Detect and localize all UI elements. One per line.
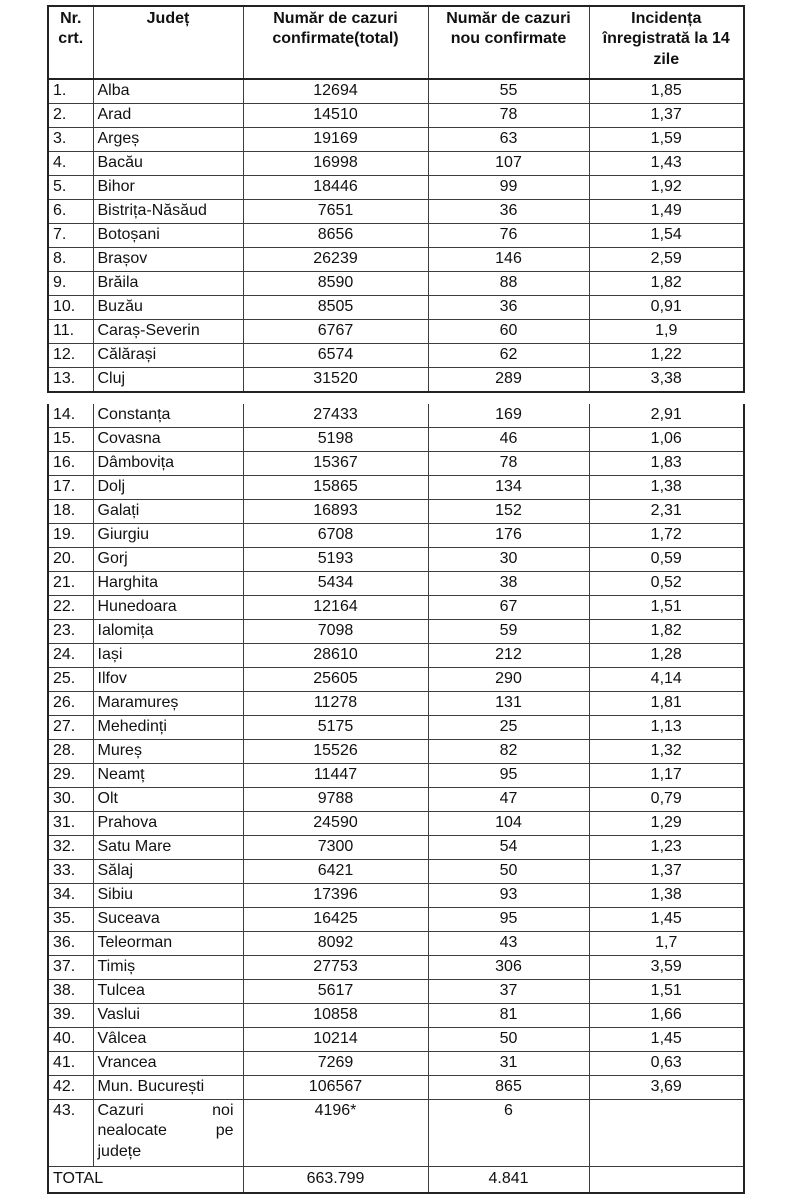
table-row [48,812,744,836]
cell-county-name: Ialomița [93,620,243,644]
cell-total-cases: 14510 [243,104,428,128]
cell-row-number: 24. [48,644,93,668]
table-row [48,644,744,668]
report-page [47,5,743,1194]
cell-incidence: 1,29 [589,812,744,836]
cell-total-cases-sum: 663.799 [243,1167,428,1194]
cell-county-name: Gorj [93,548,243,572]
cell-total-cases: 7098 [243,620,428,644]
cell-row-number: 11. [48,320,93,344]
table-row [48,908,744,932]
cell-new-cases: 50 [428,860,589,884]
cell-row-number: 16. [48,452,93,476]
cell-total-cases: 6574 [243,344,428,368]
table-row [48,452,744,476]
cell-county-name: Satu Mare [93,836,243,860]
table-row [48,476,744,500]
cell-row-number: 22. [48,596,93,620]
cell-new-cases: 78 [428,452,589,476]
table-row [48,104,744,128]
cell-row-number: 14. [48,404,93,428]
cell-total-cases: 19169 [243,128,428,152]
cell-county-name: Timiș [93,956,243,980]
table-row [48,860,744,884]
cell-county-name: Mehedinți [93,716,243,740]
cell-new-cases: 146 [428,248,589,272]
cell-new-cases: 36 [428,296,589,320]
cell-new-cases: 38 [428,572,589,596]
table-row [48,296,744,320]
cell-incidence: 1,92 [589,176,744,200]
cell-total-cases: 16425 [243,908,428,932]
cell-total-cases: 27433 [243,404,428,428]
cell-new-cases: 67 [428,596,589,620]
cell-incidence: 1,28 [589,644,744,668]
cell-total-cases: 4196* [243,1100,428,1167]
cell-new-cases: 30 [428,548,589,572]
cell-row-number: 39. [48,1004,93,1028]
cell-new-cases: 54 [428,836,589,860]
cell-incidence: 1,83 [589,452,744,476]
cell-incidence: 1,45 [589,908,744,932]
county-cases-table-part1 [47,5,745,393]
cell-county-name: Călărași [93,344,243,368]
cell-row-number: 17. [48,476,93,500]
cell-new-cases: 6 [428,1100,589,1167]
table-row [48,200,744,224]
cell-incidence: 1,37 [589,860,744,884]
cell-row-number: 9. [48,272,93,296]
cell-new-cases: 99 [428,176,589,200]
cell-total-cases: 10214 [243,1028,428,1052]
cell-incidence: 0,59 [589,548,744,572]
cell-row-number: 36. [48,932,93,956]
cell-new-cases: 176 [428,524,589,548]
cell-total-cases: 8656 [243,224,428,248]
cell-row-number: 7. [48,224,93,248]
cell-new-cases: 134 [428,476,589,500]
table-row [48,764,744,788]
cell-incidence: 4,14 [589,668,744,692]
table-row [48,1076,744,1100]
cell-new-cases: 78 [428,104,589,128]
cell-row-number: 37. [48,956,93,980]
table-header [48,6,744,79]
table-row [48,368,744,393]
cell-row-number: 33. [48,860,93,884]
table-row [48,740,744,764]
cell-new-cases: 131 [428,692,589,716]
table-row [48,79,744,104]
cell-row-number: 42. [48,1076,93,1100]
cell-incidence: 1,17 [589,764,744,788]
cell-new-cases: 289 [428,368,589,393]
table-row [48,524,744,548]
cell-row-number: 23. [48,620,93,644]
cell-incidence: 1,38 [589,884,744,908]
cell-total-cases: 8092 [243,932,428,956]
cell-total-cases: 24590 [243,812,428,836]
cell-county-name: Ilfov [93,668,243,692]
cell-county-name: Vrancea [93,1052,243,1076]
table-row [48,716,744,740]
cell-total-cases: 6708 [243,524,428,548]
table-row [48,548,744,572]
cell-new-cases: 212 [428,644,589,668]
cell-incidence: 3,38 [589,368,744,393]
cell-total-cases: 10858 [243,1004,428,1028]
cell-row-number: 38. [48,980,93,1004]
cell-new-cases: 76 [428,224,589,248]
cell-new-cases: 865 [428,1076,589,1100]
cell-incidence: 1,85 [589,79,744,104]
cell-incidence: 1,43 [589,152,744,176]
cell-new-cases: 63 [428,128,589,152]
table-rows-14-43-and-total [48,404,744,1193]
cell-new-cases: 25 [428,716,589,740]
cell-total-cases: 106567 [243,1076,428,1100]
cell-county-name: Caraș-Severin [93,320,243,344]
cell-county-name: Arad [93,104,243,128]
cell-incidence: 0,79 [589,788,744,812]
cell-total-cases: 15367 [243,452,428,476]
cell-new-cases: 50 [428,1028,589,1052]
cell-incidence: 3,59 [589,956,744,980]
table-row [48,788,744,812]
table-row [48,224,744,248]
cell-total-cases: 5617 [243,980,428,1004]
cell-total-cases: 15865 [243,476,428,500]
table-row [48,152,744,176]
cell-row-number: 32. [48,836,93,860]
cell-incidence: 1,06 [589,428,744,452]
header-row [48,6,744,79]
cell-total-cases: 11447 [243,764,428,788]
table-row [48,404,744,428]
cell-total-cases: 7269 [243,1052,428,1076]
cell-incidence: 1,54 [589,224,744,248]
cell-incidence: 1,23 [589,836,744,860]
cell-incidence: 1,37 [589,104,744,128]
cell-county-name: Sibiu [93,884,243,908]
cell-total-cases: 27753 [243,956,428,980]
cell-county-name: Cazuri noi nealocate pe județe [93,1100,243,1167]
cell-row-number: 18. [48,500,93,524]
cell-row-number: 28. [48,740,93,764]
total-row [48,1167,744,1194]
cell-total-cases: 12694 [243,79,428,104]
table-row [48,884,744,908]
cell-row-number: 10. [48,296,93,320]
header-judet: Județ [93,6,243,79]
cell-row-number: 13. [48,368,93,393]
cell-county-name: Bihor [93,176,243,200]
cell-county-name: Neamț [93,764,243,788]
cell-row-number: 35. [48,908,93,932]
cell-county-name: Brăila [93,272,243,296]
cell-row-number: 43. [48,1100,93,1167]
cell-county-name: Harghita [93,572,243,596]
cell-new-cases: 60 [428,320,589,344]
cell-new-cases: 306 [428,956,589,980]
cell-new-cases: 46 [428,428,589,452]
cell-new-cases: 104 [428,812,589,836]
cell-total-cases: 7300 [243,836,428,860]
cell-incidence: 1,13 [589,716,744,740]
cell-county-name: Teleorman [93,932,243,956]
cell-incidence: 2,31 [589,500,744,524]
cell-total-cases: 26239 [243,248,428,272]
cell-new-cases: 47 [428,788,589,812]
cell-row-number: 20. [48,548,93,572]
cell-incidence: 0,52 [589,572,744,596]
cell-county-name: Olt [93,788,243,812]
table-row [48,932,744,956]
table-row [48,272,744,296]
cell-total-cases: 18446 [243,176,428,200]
cell-incidence: 1,81 [589,692,744,716]
cell-incidence: 1,9 [589,320,744,344]
cell-row-number: 30. [48,788,93,812]
cell-row-number: 26. [48,692,93,716]
cell-total-cases: 17396 [243,884,428,908]
cell-new-cases: 82 [428,740,589,764]
cell-total-cases: 5193 [243,548,428,572]
cell-row-number: 31. [48,812,93,836]
cell-incidence: 1,51 [589,596,744,620]
cell-row-number: 6. [48,200,93,224]
cell-incidence: 1,49 [589,200,744,224]
cell-row-number: 5. [48,176,93,200]
cell-row-number: 4. [48,152,93,176]
cell-new-cases: 59 [428,620,589,644]
cell-new-cases-sum: 4.841 [428,1167,589,1194]
cell-total-label: TOTAL [48,1167,243,1194]
cell-incidence: 1,51 [589,980,744,1004]
cell-county-name: Dolj [93,476,243,500]
cell-county-name: Sălaj [93,860,243,884]
cell-total-cases: 5198 [243,428,428,452]
cell-total-cases: 6421 [243,860,428,884]
cell-county-name: Argeș [93,128,243,152]
cell-row-number: 29. [48,764,93,788]
cell-incidence: 1,45 [589,1028,744,1052]
cell-county-name: Suceava [93,908,243,932]
cell-row-number: 25. [48,668,93,692]
table-row [48,320,744,344]
cell-total-cases: 9788 [243,788,428,812]
table-page-break-gap [47,393,743,404]
cell-incidence: 1,66 [589,1004,744,1028]
cell-new-cases: 169 [428,404,589,428]
cell-new-cases: 290 [428,668,589,692]
cell-incidence: 2,59 [589,248,744,272]
cell-new-cases: 81 [428,1004,589,1028]
table-row [48,692,744,716]
cell-row-number: 34. [48,884,93,908]
cell-row-number: 41. [48,1052,93,1076]
cell-county-name: Vaslui [93,1004,243,1028]
cell-row-number: 15. [48,428,93,452]
table-row [48,1052,744,1076]
cell-county-name: Constanța [93,404,243,428]
cell-county-name: Buzău [93,296,243,320]
table-row [48,668,744,692]
cell-county-name: Mun. București [93,1076,243,1100]
cell-incidence: 0,91 [589,296,744,320]
header-total-confirmed: Număr de cazuri confirmate(total) [243,6,428,79]
cell-total-cases: 8505 [243,296,428,320]
table-row [48,620,744,644]
cell-row-number: 8. [48,248,93,272]
table-row [48,956,744,980]
cell-new-cases: 36 [428,200,589,224]
cell-county-name: Giurgiu [93,524,243,548]
cell-county-name: Dâmbovița [93,452,243,476]
cell-new-cases: 95 [428,764,589,788]
cell-row-number: 21. [48,572,93,596]
cell-total-cases: 16998 [243,152,428,176]
table-row [48,836,744,860]
table-row [48,1004,744,1028]
cell-row-number: 19. [48,524,93,548]
cell-new-cases: 95 [428,908,589,932]
cell-county-name: Botoșani [93,224,243,248]
cell-incidence [589,1100,744,1167]
cell-county-name: Bacău [93,152,243,176]
county-cases-table-part2 [47,404,745,1194]
cell-row-number: 12. [48,344,93,368]
cell-total-cases: 5434 [243,572,428,596]
table-row [48,1100,744,1167]
table-row [48,128,744,152]
cell-row-number: 1. [48,79,93,104]
cell-county-name: Hunedoara [93,596,243,620]
header-nr-crt: Nr. crt. [48,6,93,79]
cell-incidence: 0,63 [589,1052,744,1076]
cell-row-number: 3. [48,128,93,152]
cell-county-name: Prahova [93,812,243,836]
header-new-confirmed: Număr de cazuri nou confirmate [428,6,589,79]
cell-total-cases: 25605 [243,668,428,692]
table-row [48,596,744,620]
table-rows-1-13 [48,79,744,392]
cell-total-cases: 31520 [243,368,428,393]
cell-total-cases: 12164 [243,596,428,620]
cell-total-cases: 15526 [243,740,428,764]
cell-county-name: Iași [93,644,243,668]
cell-total-cases: 6767 [243,320,428,344]
cell-incidence: 2,91 [589,404,744,428]
table-row [48,500,744,524]
cell-incidence: 1,82 [589,272,744,296]
cell-new-cases: 88 [428,272,589,296]
cell-incidence: 1,22 [589,344,744,368]
cell-county-name: Maramureș [93,692,243,716]
cell-total-cases: 11278 [243,692,428,716]
table-row [48,176,744,200]
cell-county-name: Tulcea [93,980,243,1004]
table-row [48,428,744,452]
cell-incidence: 1,7 [589,932,744,956]
table-row [48,1028,744,1052]
table-row [48,248,744,272]
table-row [48,980,744,1004]
cell-county-name: Bistrița-Năsăud [93,200,243,224]
cell-new-cases: 43 [428,932,589,956]
cell-county-name: Alba [93,79,243,104]
table-row [48,344,744,368]
cell-incidence: 1,32 [589,740,744,764]
cell-incidence: 1,38 [589,476,744,500]
cell-new-cases: 93 [428,884,589,908]
cell-total-cases: 8590 [243,272,428,296]
cell-incidence: 1,59 [589,128,744,152]
cell-incidence: 3,69 [589,1076,744,1100]
cell-new-cases: 152 [428,500,589,524]
cell-county-name: Vâlcea [93,1028,243,1052]
cell-total-cases: 28610 [243,644,428,668]
cell-incidence: 1,82 [589,620,744,644]
cell-county-name: Galați [93,500,243,524]
cell-new-cases: 31 [428,1052,589,1076]
cell-row-number: 40. [48,1028,93,1052]
table-row [48,572,744,596]
cell-new-cases: 107 [428,152,589,176]
cell-row-number: 2. [48,104,93,128]
cell-incidence: 1,72 [589,524,744,548]
cell-total-cases: 5175 [243,716,428,740]
cell-incidence-empty [589,1167,744,1194]
cell-total-cases: 7651 [243,200,428,224]
cell-row-number: 27. [48,716,93,740]
cell-new-cases: 62 [428,344,589,368]
header-incidence-14-days: Incidența înregistrată la 14 zile [589,6,744,79]
cell-total-cases: 16893 [243,500,428,524]
cell-county-name: Covasna [93,428,243,452]
cell-county-name: Mureș [93,740,243,764]
cell-county-name: Cluj [93,368,243,393]
cell-new-cases: 55 [428,79,589,104]
cell-county-name: Brașov [93,248,243,272]
cell-new-cases: 37 [428,980,589,1004]
